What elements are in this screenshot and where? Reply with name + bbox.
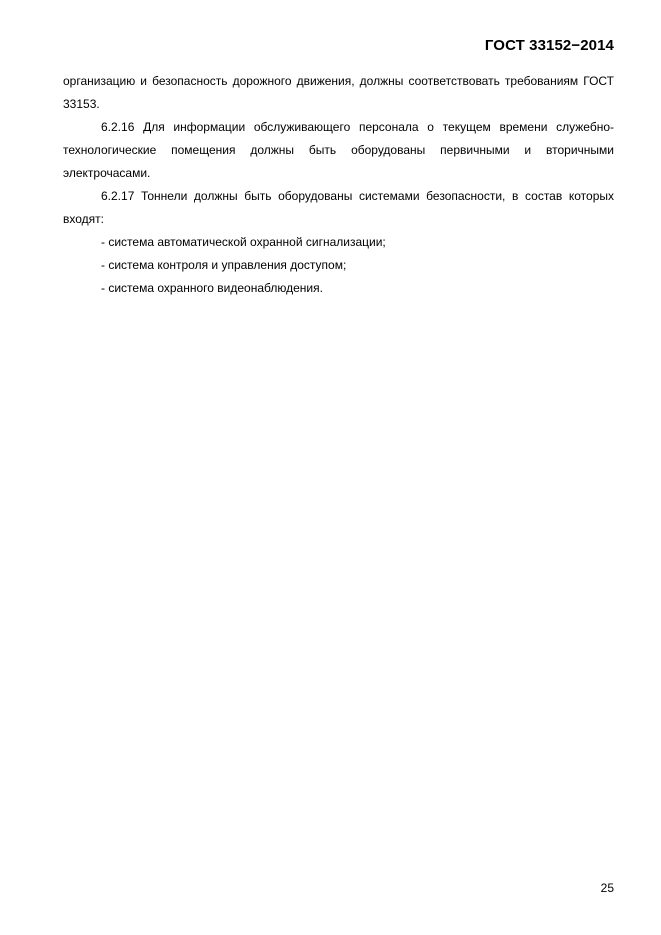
paragraph-continuation: организацию и безопасность дорожного движения, должны соответствовать требованиям ГОСТ 33153. [63,74,614,111]
document-body [63,70,614,300]
paragraph-clause-6-2-16: 6.2.16 Для информации обслуживающего персонала о текущем времени служебно-технологические помещения должны быть оборудованы первичными и вторичными электрочасами. [63,120,614,180]
security-systems-list [63,231,614,300]
list-item: - система автоматической охранной сигнализации; [101,235,386,249]
document-code-header: ГОСТ 33152−2014 [484,37,614,54]
paragraph-clause-6-2-17: 6.2.17 Тоннели должны быть оборудованы системами безопасности, в состав которых входят: [63,189,614,226]
list-item: - система охранного видеонаблюдения. [101,281,323,295]
list-item: - система контроля и управления доступом; [101,258,347,272]
page-number: 25 [600,881,614,895]
